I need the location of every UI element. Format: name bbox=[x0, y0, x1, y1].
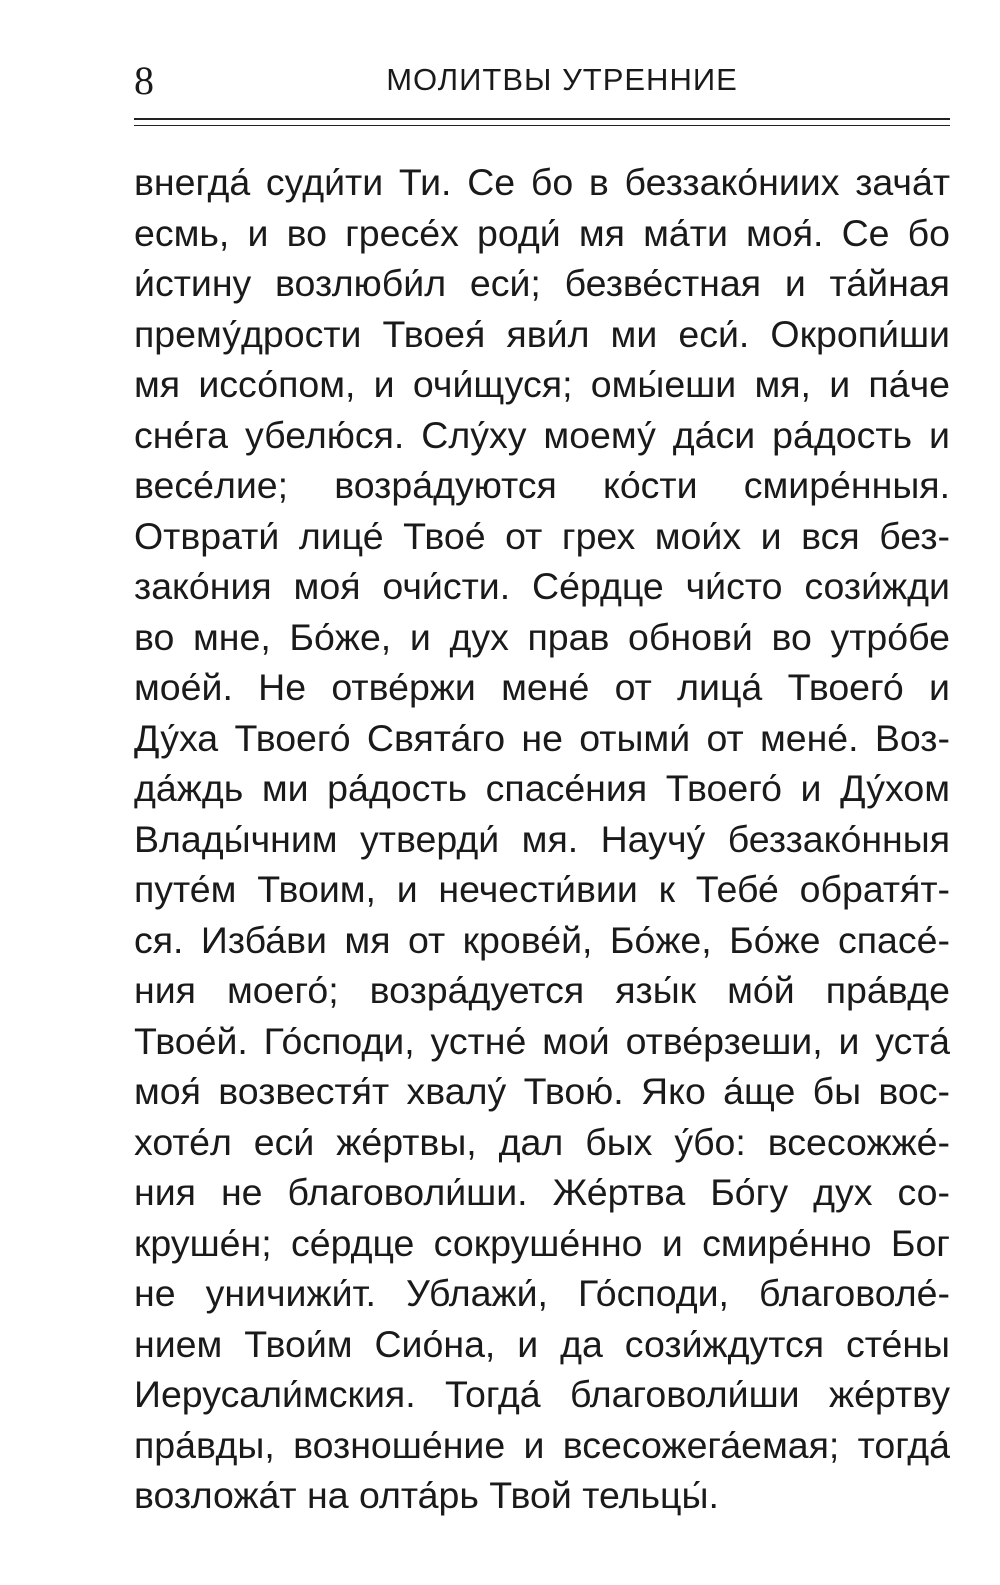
text-line: и́стину возлюби́л еси́; безве́стная и та́йная bbox=[134, 262, 950, 304]
text-line: ния моего́; возра́дуется язы́к мо́й пра́вде bbox=[134, 969, 950, 1011]
text-line: моя́ возвестя́т хвалу́ Твою́. Яко а́ще бы вос- bbox=[134, 1070, 950, 1112]
text-line: нием Твои́м Сио́на, и да сози́ждутся сте́ны bbox=[134, 1322, 950, 1365]
text-line: да́ждь ми ра́дость спасе́ния Твоего́ и Ду́хом bbox=[134, 767, 950, 809]
text-line: пра́вды, возноше́ние и всесожега́емая; тогда́ bbox=[134, 1423, 950, 1466]
page-number: 8 bbox=[134, 58, 154, 103]
text-line: хоте́л еси́ же́ртвы, дал бых у́бо: всесожже́- bbox=[134, 1120, 950, 1163]
header-rule-thin bbox=[134, 125, 950, 126]
text-line: возложа́т на олта́рь Твой тельцы́. bbox=[134, 1474, 719, 1516]
text-line: Иерусали́мския. Тогда́ благоволи́ши же́ртву bbox=[134, 1373, 950, 1415]
text-line: мое́й. Не отве́ржи мене́ от лица́ Твоего́ и bbox=[134, 666, 950, 708]
text-line: зако́ния моя́ очи́сти. Се́рдце чи́сто сози́жди bbox=[134, 565, 950, 607]
text-line: прему́дрости Твоея́ яви́л ми еси́. Окропи́ши bbox=[134, 312, 950, 355]
text-line: круше́н; се́рдце сокруше́нно и смире́нно Бог bbox=[134, 1221, 950, 1264]
running-title: МОЛИТВЫ УТРЕННИЕ bbox=[386, 62, 738, 97]
page-header bbox=[134, 52, 950, 112]
header-rule-thick bbox=[134, 118, 950, 120]
text-line: внегда́ суди́ти Ти. Се бо в беззако́ниих зача́т bbox=[134, 161, 950, 203]
text-line: есмь, и во гресе́х роди́ мя ма́ти моя́. Се бо bbox=[134, 211, 950, 254]
text-line: Отврати́ лице́ Твое́ от грех мои́х и вся без- bbox=[134, 514, 950, 557]
prayer-text bbox=[134, 157, 950, 1521]
text-line: ся. Изба́ви мя от крове́й, Бо́же, Бо́же спасе́- bbox=[134, 918, 950, 961]
text-line: Ду́ха Твоего́ Свята́го не отыми́ от мене́. Воз- bbox=[134, 716, 950, 759]
text-line: Твое́й. Го́споди, устне́ мои́ отве́рзеши, и уста́ bbox=[134, 1019, 950, 1062]
text-line: Влады́чним утверди́ мя. Научу́ беззако́нныя bbox=[134, 817, 950, 860]
text-line: во мне, Бо́же, и дух прав обнови́ во утро́бе bbox=[134, 615, 950, 658]
text-line: весе́лие; возра́дуются ко́сти смире́нныя. bbox=[134, 464, 950, 506]
text-line: сне́га убелю́ся. Слу́ху моему́ да́си ра́дость и bbox=[134, 413, 950, 456]
text-line: мя иссо́пом, и очи́щуся; омы́еши мя, и па́че bbox=[134, 363, 950, 405]
text-line: не уничижи́т. Ублажи́, Го́споди, благоволе́- bbox=[134, 1272, 950, 1314]
text-line: путе́м Твоим, и нечести́вии к Тебе́ обратя́т- bbox=[134, 868, 950, 910]
text-line: ния не благоволи́ши. Же́ртва Бо́гу дух со- bbox=[134, 1171, 950, 1213]
